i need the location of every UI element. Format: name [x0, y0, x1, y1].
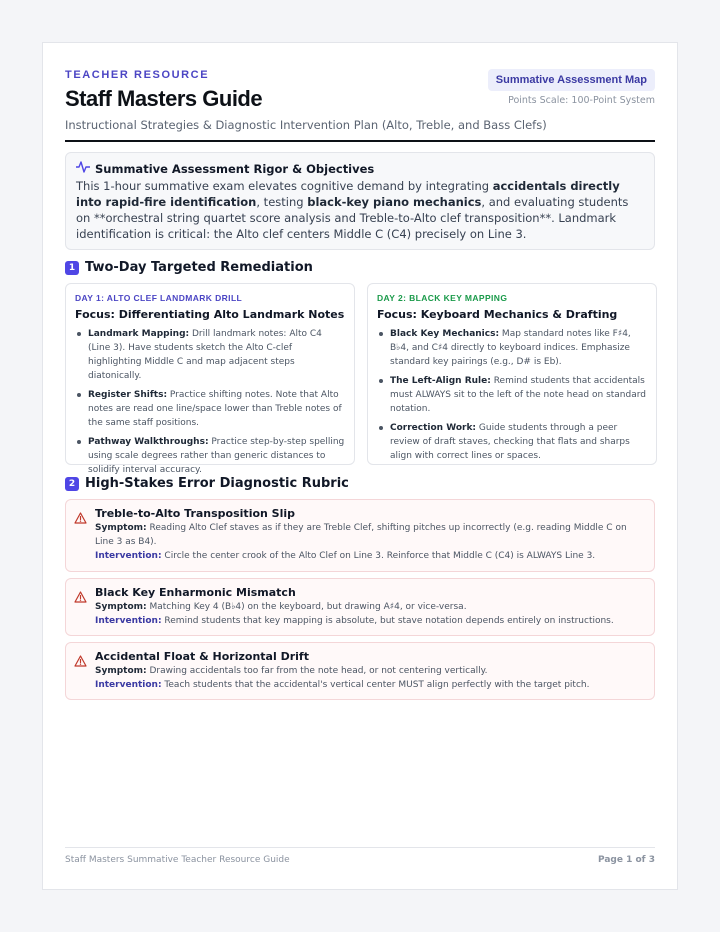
list-item: Register Shifts: Practice shifting notes. Note that Alto notes are read one line/space lower than Treble notes of the same staff positions.	[75, 388, 345, 430]
document-page	[42, 42, 678, 890]
page-header	[65, 69, 655, 143]
day-1-list	[75, 327, 345, 477]
error-title: Black Key Enharmonic Mismatch	[95, 586, 296, 599]
error-intervention: Intervention: Remind students that key mapping is absolute, but stave notation depends entirely on instructions.	[95, 616, 614, 626]
points-scale: Points Scale: 100-Point System	[508, 95, 655, 106]
error-symptom: Symptom: Reading Alto Clef staves as if they are Treble Clef, shifting pitches up incorrectly (e.g. reading Middle C on Line 3 as B4).	[95, 523, 627, 547]
section-title: Two-Day Targeted Remediation	[85, 260, 313, 275]
section-1-heading	[65, 260, 313, 275]
section-number: 1	[65, 261, 79, 275]
error-intervention: Intervention: Teach students that the accidental's vertical center MUST align perfectly with the target pitch.	[95, 680, 590, 690]
footer-title: Staff Masters Summative Teacher Resource Guide	[65, 855, 290, 865]
error-symptom: Symptom: Drawing accidentals too far from the note head, or not centering vertically.	[95, 666, 488, 676]
intro-body: This 1-hour summative exam elevates cognitive demand by integrating accidentals directly into rapid-fire identification, testing black-key piano mechanics, and evaluating students on **orchestral string quartet score analysis and Treble-to-Alto clef transposition**. Landmark identification is critical: the Alto clef centers Middle C (C4) precisely on Line 3.	[76, 179, 629, 241]
page-title: Staff Masters Guide	[65, 86, 263, 111]
assessment-badge: Summative Assessment Map	[488, 69, 655, 91]
card-tag: DAY 1: ALTO CLEF LANDMARK DRILL	[75, 293, 243, 303]
footer-divider	[65, 847, 655, 848]
day-1-card	[65, 283, 355, 475]
day-2-list	[377, 327, 647, 463]
card-title: Focus: Differentiating Alto Landmark Notes	[75, 308, 345, 321]
section-number: 2	[65, 477, 79, 491]
list-item: The Left-Align Rule: Remind students that accidentals must ALWAYS sit to the left of the note head on standard notation.	[377, 374, 647, 416]
pulse-icon	[76, 161, 90, 176]
error-card	[65, 499, 655, 572]
page-subtitle: Instructional Strategies & Diagnostic Intervention Plan (Alto, Treble, and Bass Clefs)	[65, 118, 547, 132]
section-2-heading	[65, 476, 349, 491]
warning-icon	[74, 652, 87, 671]
list-item: Black Key Mechanics: Map standard notes like F♯4, B♭4, and C♯4 directly to keyboard indices. Emphasize standard key pairings (e.g., D# is Eb).	[377, 327, 647, 369]
error-title: Treble-to-Alto Transposition Slip	[95, 507, 296, 520]
card-title: Focus: Keyboard Mechanics & Drafting	[377, 308, 618, 321]
list-item: Pathway Walkthroughs: Practice step-by-step spelling using scale degrees rather than generic distances to solidify interval accuracy.	[75, 435, 345, 477]
error-symptom: Symptom: Matching Key 4 (B♭4) on the keyboard, but drawing A♯4, or vice-versa.	[95, 602, 467, 612]
eyebrow-label: TEACHER RESOURCE	[65, 69, 210, 81]
list-item: Correction Work: Guide students through a peer review of draft staves, checking that flats and sharps align with correct lines or spaces.	[377, 421, 647, 463]
page-number: Page 1 of 3	[598, 855, 655, 865]
header-divider	[65, 140, 655, 142]
warning-icon	[74, 509, 87, 528]
card-tag: DAY 2: BLACK KEY MAPPING	[377, 293, 508, 303]
intro-callout	[65, 152, 655, 250]
section-title: High-Stakes Error Diagnostic Rubric	[85, 476, 349, 491]
intro-title: Summative Assessment Rigor & Objectives	[95, 161, 375, 176]
warning-icon	[74, 588, 87, 607]
error-title: Accidental Float & Horizontal Drift	[95, 650, 309, 663]
list-item: Landmark Mapping: Drill landmark notes: Alto C4 (Line 3). Have students sketch the Alto C-clef highlighting Middle C and map adjacent steps diatonically.	[75, 327, 345, 383]
day-2-card	[367, 283, 657, 465]
error-intervention: Intervention: Circle the center crook of the Alto Clef on Line 3. Reinforce that Middle C (C4) is ALWAYS Line 3.	[95, 551, 596, 561]
error-card	[65, 642, 655, 700]
error-card	[65, 578, 655, 636]
